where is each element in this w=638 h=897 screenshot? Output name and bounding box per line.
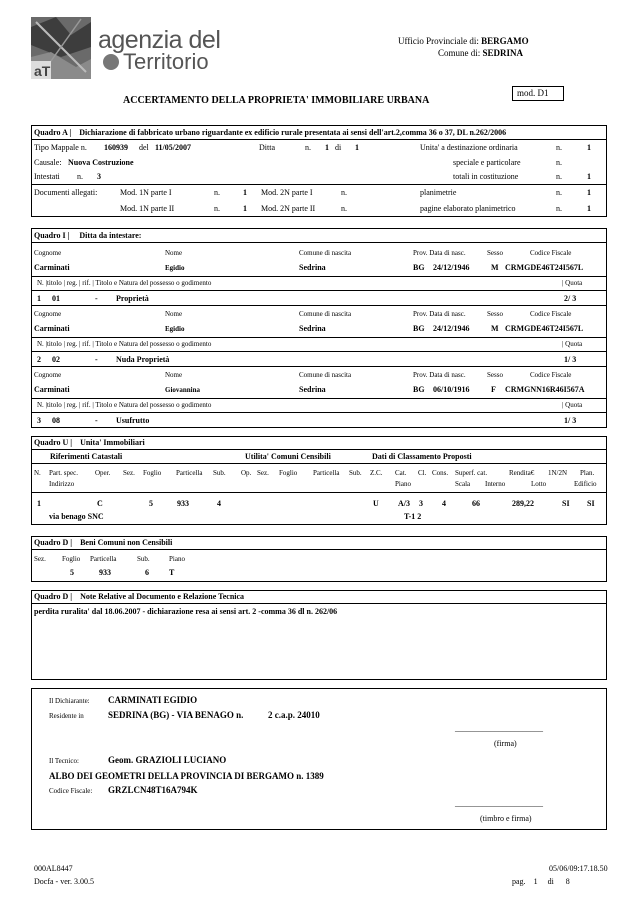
- col-comune: Comune di nascita: [299, 310, 352, 318]
- row-rendita: 289,22: [512, 499, 534, 508]
- footer-version: Docfa - ver. 3.00.5: [34, 877, 94, 886]
- titolo-header: N. |titolo | reg. | rif. | Titolo e Natura del possesso o godimento: [37, 340, 212, 348]
- person-prov: BG: [413, 385, 425, 394]
- titolo-header: N. |titolo | reg. | rif. | Titolo e Natura del possesso o godimento: [37, 401, 212, 409]
- cf-label: Codice Fiscale:: [49, 787, 93, 795]
- person-data: 24/12/1946: [433, 263, 470, 272]
- divider: [31, 305, 607, 306]
- col-particella2: Particella: [313, 469, 340, 477]
- dichiarante-value: CARMINATI EGIDIO: [108, 695, 198, 705]
- totali-value: 1: [587, 172, 591, 181]
- person-natura: Usufrutto: [116, 416, 150, 425]
- causale-value: Nuova Costruzione: [68, 158, 134, 167]
- person-nome: Giovannina: [165, 386, 201, 394]
- dichiarante-label: Il Dichiarante:: [49, 697, 90, 705]
- cap-value: 2 c.a.p. 24010: [268, 710, 320, 720]
- divider: [31, 184, 607, 185]
- person-titolo: 02: [52, 355, 60, 364]
- col-foglio2: Foglio: [279, 469, 298, 477]
- logo-text-line2: Territorio: [123, 49, 209, 74]
- col-comune: Comune di nascita: [299, 371, 352, 379]
- pag-value: 1: [533, 877, 538, 886]
- col-nome: Nome: [165, 371, 183, 379]
- person-comune: Sedrina: [299, 385, 326, 394]
- person-data: 24/12/1946: [433, 324, 470, 333]
- person-sesso: M: [491, 324, 499, 333]
- comune-label: Comune di:: [438, 48, 481, 58]
- person-titolo: 08: [52, 416, 60, 425]
- person-reg: -: [95, 416, 98, 425]
- col-cognome: Cognome: [34, 371, 62, 379]
- albo-value: ALBO DEI GEOMETRI DELLA PROVINCIA DI BERGAMO n. 1389: [49, 771, 324, 781]
- firma-line: ______________________: [455, 724, 543, 733]
- divider: [31, 463, 607, 464]
- divider: [31, 366, 607, 367]
- quadro-a-label: Quadro A |: [34, 128, 72, 137]
- comune-line: [438, 48, 523, 58]
- ditta-n: n.: [305, 143, 311, 152]
- quota-header: | Quota: [562, 279, 583, 287]
- beni-col-sub: Sub.: [137, 555, 150, 563]
- beni-col-foglio: Foglio: [62, 555, 81, 563]
- quadro-d-beni-label: Quadro D |: [34, 538, 73, 547]
- col-sez2: Sez.: [257, 469, 269, 477]
- person-titolo: 01: [52, 294, 60, 303]
- tecnico-label: Il Tecnico:: [49, 757, 79, 765]
- divider: [31, 242, 607, 243]
- del-label: del: [139, 143, 149, 152]
- divider: [31, 337, 607, 338]
- ufficio-line: [398, 36, 529, 46]
- quadro-i-desc: Ditta da intestare:: [79, 231, 142, 240]
- col-cf: Codice Fiscale: [530, 371, 572, 379]
- person-n: 1: [37, 294, 41, 303]
- pag-label: pag.: [512, 877, 526, 886]
- person-cf: CRMGNN16R46I567A: [505, 385, 585, 394]
- row-n: 1: [37, 499, 41, 508]
- person-sesso: M: [491, 263, 499, 272]
- quadro-a-title: [34, 128, 506, 137]
- page-title: ACCERTAMENTO DELLA PROPRIETA' IMMOBILIARE URBANA: [123, 95, 430, 106]
- col-n: N.: [34, 469, 41, 477]
- person-sesso: F: [491, 385, 496, 394]
- tipo-mappale-label: Tipo Mappale n.: [34, 143, 87, 152]
- person-nome: Egidio: [165, 264, 185, 272]
- col-sesso: Sesso: [487, 371, 503, 379]
- col-rendita: Rendita€: [509, 469, 535, 477]
- cf-value: GRZLCN48T16A794K: [108, 785, 198, 795]
- tipo-mappale-value: 160939: [104, 143, 128, 152]
- del-value: 11/05/2007: [155, 143, 192, 152]
- col-prov: Prov. Data di nasc.: [413, 249, 466, 257]
- col-cognome: Cognome: [34, 249, 62, 257]
- col-piano: Piano: [395, 480, 411, 488]
- divider: [31, 492, 607, 493]
- quadro-u-label: Quadro U |: [34, 438, 73, 447]
- unita-label: Unita' a destinazione ordinaria: [420, 143, 518, 152]
- note-text: perdita ruralita' dal 18.06.2007 - dichiarazione resa ai sensi art. 2 -comma 36 dl n. 262/06: [34, 607, 338, 616]
- col-sez: Sez.: [123, 469, 135, 477]
- person-comune: Sedrina: [299, 263, 326, 272]
- person-cognome: Carminati: [34, 263, 70, 272]
- beni-particella: 933: [99, 568, 111, 577]
- person-quota: 1/ 3: [564, 355, 577, 364]
- pagine-value: 1: [587, 204, 591, 213]
- pagine-n: n.: [556, 204, 562, 213]
- beni-col-particella: Particella: [90, 555, 117, 563]
- row-cons: 4: [442, 499, 446, 508]
- intestati-n: n.: [77, 172, 83, 181]
- row-zc: U: [373, 499, 379, 508]
- row-piano: T-1 2: [404, 512, 422, 521]
- timbro-line: ______________________: [455, 799, 543, 808]
- row-superf: 66: [472, 499, 480, 508]
- divider: [31, 549, 607, 550]
- row-sub: 4: [217, 499, 221, 508]
- quadro-d-beni-title: [34, 538, 172, 547]
- quota-header: | Quota: [562, 401, 583, 409]
- row-foglio: 5: [149, 499, 153, 508]
- sub-riferimenti: Riferimenti Catastali: [50, 452, 123, 461]
- col-comune: Comune di nascita: [299, 249, 352, 257]
- col-oper: Oper.: [95, 469, 111, 477]
- residente-value: SEDRINA (BG) - VIA BENAGO n.: [108, 710, 244, 720]
- footer-pagination: [512, 877, 570, 886]
- quadro-i-title: [34, 231, 141, 240]
- mod1n-i: Mod. 1N parte I: [120, 188, 172, 197]
- person-reg: -: [95, 355, 98, 364]
- person-reg: -: [95, 294, 98, 303]
- documenti-label: Documenti allegati:: [34, 188, 98, 197]
- col-cl: Cl.: [418, 469, 427, 477]
- quadro-u-title: [34, 438, 145, 447]
- col-scala: Scala: [455, 480, 471, 488]
- titolo-header: N. |titolo | reg. | rif. | Titolo e Natura del possesso o godimento: [37, 279, 212, 287]
- col-plan: Plan.: [580, 469, 595, 477]
- row-cl: 3: [419, 499, 423, 508]
- person-nome: Egidio: [165, 325, 185, 333]
- totali-label: totali in costituzione: [453, 172, 519, 181]
- col-1n2n: 1N/2N: [548, 469, 568, 477]
- di-value: 1: [355, 143, 359, 152]
- firma-label: (firma): [494, 739, 517, 748]
- row-1n2n: SI: [562, 499, 570, 508]
- tecnico-value: Geom. GRAZIOLI LUCIANO: [108, 755, 227, 765]
- person-quota: 1/ 3: [564, 416, 577, 425]
- sub-dati: Dati di Classamento Proposti: [372, 452, 472, 461]
- mod2n-ii: Mod. 2N parte II: [261, 204, 316, 213]
- beni-col-sez: Sez.: [34, 555, 46, 563]
- col-interno: Interno: [485, 480, 506, 488]
- person-comune: Sedrina: [299, 324, 326, 333]
- mod2n-i: Mod. 2N parte I: [261, 188, 313, 197]
- row-oper: C: [97, 499, 103, 508]
- speciale-n: n.: [556, 158, 562, 167]
- beni-sub: 6: [145, 568, 149, 577]
- mod1n-ii-n: n.: [214, 204, 220, 213]
- divider: [31, 449, 607, 450]
- col-sub2: Sub.: [349, 469, 362, 477]
- unita-value: 1: [587, 143, 591, 152]
- col-cognome: Cognome: [34, 310, 62, 318]
- planimetrie-label: planimetrie: [420, 188, 457, 197]
- planimetrie-n: n.: [556, 188, 562, 197]
- mod2n-i-n: n.: [341, 188, 347, 197]
- col-indirizzo: Indirizzo: [49, 480, 75, 488]
- divider: [31, 603, 607, 604]
- col-edificio: Edificio: [574, 480, 597, 488]
- person-n: 3: [37, 416, 41, 425]
- col-cons: Cons.: [432, 469, 449, 477]
- intestati-label: Intestati: [34, 172, 60, 181]
- col-cf: Codice Fiscale: [530, 249, 572, 257]
- person-prov: BG: [413, 263, 425, 272]
- person-quota: 2/ 3: [564, 294, 577, 303]
- person-natura: Nuda Proprietà: [116, 355, 170, 364]
- divider: [31, 276, 607, 277]
- agenzia-logo-image: [31, 17, 91, 79]
- person-n: 2: [37, 355, 41, 364]
- col-particella: Particella: [176, 469, 203, 477]
- col-prov: Prov. Data di nasc.: [413, 310, 466, 318]
- divider: [31, 290, 607, 291]
- col-superf: Superf. cat.: [455, 469, 488, 477]
- di-value: 8: [565, 877, 570, 886]
- quadro-u-desc: Unita' Immobiliari: [80, 438, 145, 447]
- ditta-label: Ditta: [259, 143, 275, 152]
- quota-header: | Quota: [562, 340, 583, 348]
- timbro-label: (timbro e firma): [480, 814, 532, 823]
- beni-foglio: 5: [70, 568, 74, 577]
- logo-emblem-icon: [103, 54, 119, 70]
- quadro-d-note-label: Quadro D |: [34, 592, 73, 601]
- quadro-a-desc: Dichiarazione di fabbricato urbano riguardante ex edificio rurale presentata ai sensi dell'art.2,comma 36 o 37, DL n.262/2006: [79, 128, 507, 137]
- divider: [31, 412, 607, 413]
- footer-code: 000AL8447: [34, 864, 73, 873]
- ufficio-label: Ufficio Provinciale di:: [398, 36, 479, 46]
- person-natura: Proprietà: [116, 294, 149, 303]
- quadro-i-label: Quadro I |: [34, 231, 70, 240]
- ufficio-value: BERGAMO: [481, 36, 529, 46]
- intestati-value: 3: [97, 172, 101, 181]
- col-foglio: Foglio: [143, 469, 162, 477]
- person-cognome: Carminati: [34, 385, 70, 394]
- comune-value: SEDRINA: [482, 48, 524, 58]
- causale-label: Causale:: [34, 158, 62, 167]
- col-sesso: Sesso: [487, 310, 503, 318]
- col-cf: Codice Fiscale: [530, 310, 572, 318]
- row-cat: A/3: [398, 499, 410, 508]
- row-indirizzo: via benago SNC: [49, 512, 104, 521]
- planimetrie-value: 1: [587, 188, 591, 197]
- svg-text:aT: aT: [34, 63, 51, 79]
- di-label: di: [547, 877, 554, 886]
- residente-label: Residente in: [49, 712, 84, 720]
- person-cf: CRMGDE46T24I567L: [505, 263, 584, 272]
- quadro-d-beni-desc: Beni Comuni non Censibili: [80, 538, 173, 547]
- divider: [31, 398, 607, 399]
- mod1n-i-value: 1: [243, 188, 247, 197]
- sub-utilita: Utilita' Comuni Censibili: [245, 452, 331, 461]
- mod2n-ii-n: n.: [341, 204, 347, 213]
- speciale-label: speciale e particolare: [453, 158, 521, 167]
- person-data: 06/10/1916: [433, 385, 470, 394]
- col-sub: Sub.: [213, 469, 226, 477]
- col-nome: Nome: [165, 310, 183, 318]
- quadro-d-note-desc: Note Relative al Documento e Relazione Tecnica: [80, 592, 245, 601]
- person-cognome: Carminati: [34, 324, 70, 333]
- pagine-label: pagine elaborato planimetrico: [420, 204, 516, 213]
- mod1n-ii-value: 1: [243, 204, 247, 213]
- beni-piano: T: [169, 568, 175, 577]
- col-lotto: Lotto: [531, 480, 547, 488]
- quadro-d-note-title: [34, 592, 244, 601]
- col-part: Part. spec.: [49, 469, 78, 477]
- col-zc: Z.C.: [370, 469, 383, 477]
- mod1n-i-n: n.: [214, 188, 220, 197]
- mod-label: mod. D1: [517, 88, 549, 98]
- col-op: Op.: [241, 469, 252, 477]
- unita-n: n.: [556, 143, 562, 152]
- beni-col-piano: Piano: [169, 555, 185, 563]
- person-cf: CRMGDE46T24I567L: [505, 324, 584, 333]
- mod1n-ii: Mod. 1N parte II: [120, 204, 175, 213]
- mod-badge: [512, 86, 564, 101]
- divider: [31, 139, 607, 140]
- totali-n: n.: [556, 172, 562, 181]
- logo-text-line1: agenzia del: [98, 26, 221, 54]
- row-particella: 933: [177, 499, 189, 508]
- col-prov: Prov. Data di nasc.: [413, 371, 466, 379]
- col-sesso: Sesso: [487, 249, 503, 257]
- ditta-value: 1: [325, 143, 329, 152]
- row-plan: SI: [587, 499, 595, 508]
- divider: [31, 351, 607, 352]
- person-prov: BG: [413, 324, 425, 333]
- footer-timestamp: 05/06/09:17.18.50: [549, 864, 608, 873]
- di-label: di: [335, 143, 342, 152]
- col-nome: Nome: [165, 249, 183, 257]
- col-cat: Cat.: [395, 469, 407, 477]
